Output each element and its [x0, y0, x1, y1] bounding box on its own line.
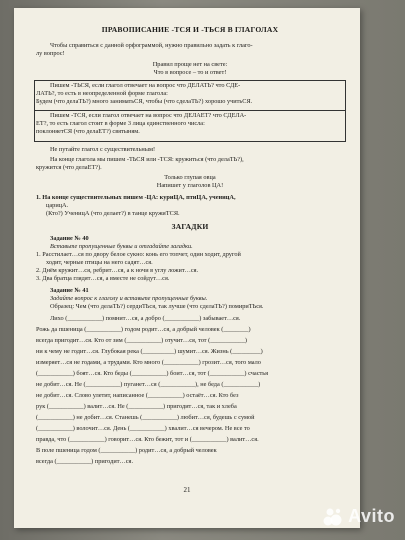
rule-box-divider	[35, 110, 345, 111]
riddles-title: ЗАГАДКИ	[171, 223, 209, 231]
rule1-line-2: царицА.	[46, 202, 69, 209]
task41-line-2: Рожь да пшеница (___________) годом родит…ся, а добрый человек (________)	[36, 326, 251, 333]
task41-line-4: ни к чему не годит…ся. Глубокая река (__________) шумит…ся. Жизнь (_________)	[36, 348, 263, 355]
page-title: ПРАВОПИСАНИЕ -ТСЯ И -ТЬСЯ В ГЛАГОЛАХ	[101, 26, 279, 34]
task41-line-8: не добит…ся. Слово улетит, написанное (___________) остаёт…ся. Кто без	[36, 392, 239, 399]
book-page	[14, 8, 360, 528]
after-box-line-3: кружится (что делаЕТ?).	[36, 164, 102, 171]
task40-item-1: 1. Расстилает…ся по двору белое сукно: конь его топчет, один ходит, другой	[36, 251, 241, 258]
avito-watermark-text: Avito	[348, 505, 395, 526]
rule1-line-3: (Кто?) УченицА (что делает?) в танце кружиТСЯ.	[46, 210, 180, 217]
task40-subtitle: Вставьте пропущенные буквы и отгадайте загадки.	[50, 243, 193, 250]
task41-line-7: не добит…ся. Не (___________) пуганет…ся (___________), не беда (___________)	[36, 381, 261, 388]
task41-line-12: правда, что (___________) говорит…ся. Кто бежит, тот и (___________) валит…ся.	[36, 436, 259, 443]
after-box-line-2: На конце глагола мы пишем -ТЬСЯ или -ТСЯ: кружиться (что делаТЬ?),	[50, 156, 244, 163]
task41-line-5: измеряет…ся не годами, а трудами. Кто много (___________) грозит…ся, того мало	[36, 359, 261, 366]
task41-subtitle: Задайте вопрос к глаголу и вставьте пропущенные буквы.	[50, 295, 208, 302]
task40-item-3: 3. Два братца глядят…ся, а вместе не сойдут…ся.	[36, 275, 170, 282]
intro-line-2: лу вопрос!	[36, 50, 65, 57]
task40-item-1-cont: ходит, черные птицы на него садят…ся.	[46, 259, 153, 266]
task41-sample: Образец: Чем (что делаТЬ?) сердиТЬся, так лучше (что сделаТЬ?) помириТЬся.	[50, 303, 264, 310]
avito-watermark	[322, 506, 395, 528]
rule-box-line-6: поклоняетСЯ (что делаЕТ?) святыням.	[36, 128, 140, 135]
verse2-line-2: Напишет у глаголов ЦА!	[156, 182, 224, 189]
after-box-line-1: Не путайте глагол с существительным!	[50, 146, 156, 153]
verse1-line-2: Что в вопросе – то и ответ!	[153, 69, 227, 76]
task41-line-13: В поле пшеница годом (___________) родит…ся, а добрый человек	[36, 447, 217, 454]
task40-item-2: 2. Днём кружит…ся, ребрит…ся, а к ночи в углу ложит…ся.	[36, 267, 199, 274]
task41-title: Задание № 41	[50, 287, 89, 294]
verse2-line-1: Только глупая овца	[164, 174, 216, 181]
rule1-line-1: 1. На конце существительных пишем -ЦА: куриЦА, птиЦА, ученицА,	[36, 194, 236, 201]
task41-line-10: (___________) не добит…ся. Станешь (___________) любит…ся, будешь с сумой	[36, 414, 255, 421]
rule-box-line-2: ЛАТЬ?, то есть в неопределенной форме глагола:	[36, 90, 168, 97]
task41-line-9: рук (___________) валит…ся. Не (___________) пригодит…ся, так и хлеба	[36, 403, 237, 410]
task41-line-11: (___________) волочит…ся. День (___________) хвалит…ся вечером. Не все то	[36, 425, 250, 432]
rule-box-line-4: Пишем -ТСЯ, если глагол отвечает на вопрос что ДЕЛАЕТ? что СДЕЛА-	[50, 112, 247, 119]
verse1-line-1: Правил проще нет на свете:	[152, 61, 228, 68]
task40-title: Задание № 40	[50, 235, 89, 242]
task41-line-6: (___________) боят…ся. Кто беды (___________) боит…ся, тот (___________) счастья	[36, 370, 269, 377]
task41-line-14: всегда (___________) пригодит…ся.	[36, 458, 134, 465]
page-number: 21	[183, 486, 191, 494]
task41-line-1: Лихо (___________) помнит…ся, а добро (___________) забывает…ся.	[50, 315, 241, 322]
intro-line-1: Чтобы справиться с данной орфограммой, нужно правильно задать к глаго-	[50, 42, 253, 49]
rule-box-line-5: ЕТ?, то есть глагол стоит в форме 3 лица единственного числа:	[36, 120, 205, 127]
rule-box-line-1: Пишем -ТЬСЯ, если глагол отвечает на вопрос что ДЕЛАТЬ? что СДЕ-	[50, 82, 241, 89]
task41-line-3: всегда пригодит…ся. Кто от зим (___________) отучит…ся, тот (___________)	[36, 337, 247, 344]
avito-logo-icon	[322, 506, 344, 528]
rule-box-line-3: Будем (что делаТЬ?) много заниматьСЯ, чтобы (что сделаТЬ?) хорошо учитьСЯ.	[36, 98, 253, 105]
